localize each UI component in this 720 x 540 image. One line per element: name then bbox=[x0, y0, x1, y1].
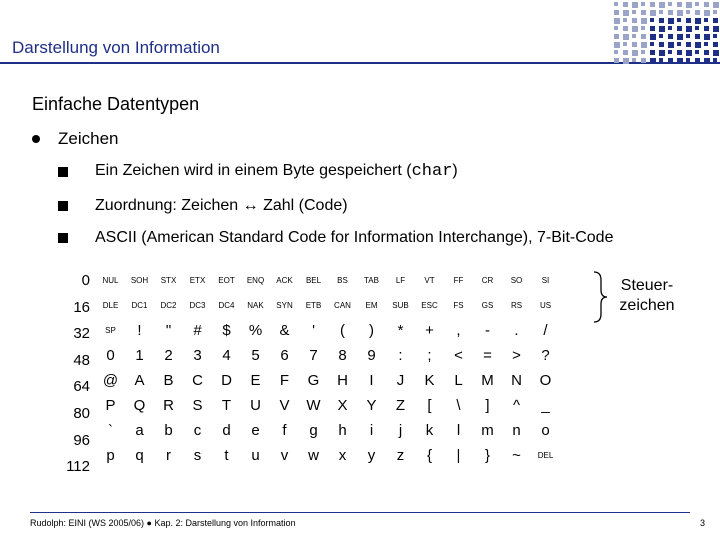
bullet-square-icon bbox=[58, 233, 68, 243]
logo-square bbox=[677, 2, 682, 7]
ascii-cell: < bbox=[454, 347, 463, 364]
control-chars-note-line2: zeichen bbox=[619, 297, 675, 314]
ascii-cell: l bbox=[456, 422, 461, 439]
sub-bullet-ascii bbox=[58, 229, 613, 247]
ascii-cell: O bbox=[539, 372, 552, 389]
logo-square bbox=[704, 26, 709, 31]
ascii-row bbox=[96, 268, 560, 293]
ascii-cell: ; bbox=[427, 347, 432, 364]
sub-bullet-text: ASCII (American Standard Code for Information Interchange), 7-Bit-Code bbox=[95, 229, 614, 246]
ascii-cell: Z bbox=[395, 397, 406, 414]
ascii-row-labels bbox=[50, 268, 90, 481]
logo-square bbox=[686, 10, 690, 14]
logo-square bbox=[695, 58, 700, 63]
logo-square bbox=[632, 10, 636, 14]
ascii-cell: { bbox=[426, 447, 432, 464]
logo-square bbox=[614, 26, 618, 30]
logo-square bbox=[713, 34, 717, 38]
ascii-cell: \ bbox=[456, 397, 461, 414]
ascii-cell: h bbox=[338, 422, 347, 439]
ascii-cell: a bbox=[135, 422, 144, 439]
ascii-cell: y bbox=[367, 447, 376, 464]
logo-square bbox=[704, 58, 710, 64]
ascii-cell: ' bbox=[312, 322, 315, 339]
ascii-cell: i bbox=[369, 422, 374, 439]
ascii-cell: } bbox=[484, 447, 490, 464]
ascii-cell: m bbox=[481, 422, 494, 439]
sub-bullet-text: Ein Zeichen wird in einem Byte gespeichert ( bbox=[95, 162, 412, 179]
ascii-cell: FS bbox=[453, 301, 464, 310]
logo-square bbox=[641, 42, 647, 48]
ascii-row bbox=[96, 443, 560, 468]
page-number: 3 bbox=[700, 518, 706, 528]
ascii-cell: = bbox=[483, 347, 492, 364]
ascii-cell: ] bbox=[485, 397, 490, 414]
logo-square bbox=[686, 2, 692, 8]
ascii-cell: t bbox=[224, 447, 229, 464]
logo-square bbox=[623, 10, 629, 16]
ascii-cell: Q bbox=[133, 397, 146, 414]
ascii-cell: 7 bbox=[309, 347, 318, 364]
ascii-cell: * bbox=[397, 322, 404, 339]
logo-square bbox=[668, 34, 673, 39]
logo-square bbox=[641, 10, 646, 15]
ascii-cell: L bbox=[454, 372, 463, 389]
logo-square bbox=[614, 10, 619, 15]
logo-square bbox=[686, 42, 691, 47]
bullet-square-icon bbox=[58, 201, 68, 211]
logo-square bbox=[650, 58, 656, 64]
logo-square bbox=[659, 34, 663, 38]
logo-square bbox=[686, 26, 692, 32]
ascii-cell: " bbox=[165, 322, 172, 339]
logo-square bbox=[641, 34, 646, 39]
logo-square bbox=[623, 2, 628, 7]
ascii-row bbox=[96, 418, 560, 443]
logo-square bbox=[704, 34, 710, 40]
sub-bullet-byte bbox=[58, 162, 458, 181]
logo-square bbox=[686, 34, 690, 38]
footer-divider bbox=[30, 512, 690, 513]
ascii-cell: E bbox=[250, 372, 261, 389]
ascii-cell: DC2 bbox=[160, 301, 177, 310]
ascii-cell: v bbox=[280, 447, 289, 464]
logo-square bbox=[704, 2, 709, 7]
ascii-cell: f bbox=[282, 422, 287, 439]
ascii-cell: e bbox=[251, 422, 260, 439]
university-logo-icon bbox=[612, 0, 720, 66]
ascii-cell: G bbox=[307, 372, 320, 389]
ascii-cell: D bbox=[221, 372, 232, 389]
logo-square bbox=[686, 18, 691, 23]
ascii-cell: FF bbox=[453, 276, 464, 285]
logo-square bbox=[695, 18, 701, 24]
ascii-cell: ` bbox=[108, 422, 113, 439]
logo-square bbox=[632, 2, 638, 8]
logo-square bbox=[623, 18, 627, 22]
ascii-cell: + bbox=[425, 322, 434, 339]
ascii-cell: DC4 bbox=[218, 301, 235, 310]
ascii-cell: / bbox=[543, 322, 548, 339]
logo-square bbox=[632, 58, 636, 62]
ascii-cell: j bbox=[398, 422, 403, 439]
ascii-cell: x bbox=[338, 447, 347, 464]
ascii-cell: A bbox=[134, 372, 145, 389]
logo-square bbox=[632, 18, 637, 23]
ascii-cell: ETB bbox=[305, 301, 322, 310]
logo-square bbox=[623, 58, 629, 64]
ascii-cell: SUB bbox=[392, 301, 409, 310]
ascii-cell: SI bbox=[541, 276, 550, 285]
ascii-cell: STX bbox=[160, 276, 177, 285]
ascii-cell: TAB bbox=[364, 276, 379, 285]
ascii-cell: b bbox=[164, 422, 173, 439]
logo-square bbox=[668, 18, 674, 24]
ascii-cell: P bbox=[105, 397, 116, 414]
ascii-cell: S bbox=[192, 397, 203, 414]
ascii-cell: . bbox=[514, 322, 519, 339]
logo-square bbox=[650, 50, 655, 55]
logo-square bbox=[704, 18, 708, 22]
ascii-cell: 8 bbox=[338, 347, 347, 364]
logo-square bbox=[659, 42, 664, 47]
logo-square bbox=[713, 18, 718, 23]
logo-square bbox=[641, 18, 647, 24]
ascii-cell: g bbox=[309, 422, 318, 439]
slide-title: Darstellung von Information bbox=[12, 38, 220, 57]
logo-square bbox=[713, 2, 719, 8]
ascii-cell: VT bbox=[424, 276, 435, 285]
ascii-cell: ACK bbox=[276, 276, 293, 285]
logo-square bbox=[632, 34, 636, 38]
logo-square bbox=[650, 34, 656, 40]
ascii-cell: p bbox=[106, 447, 115, 464]
logo-square bbox=[623, 34, 629, 40]
logo-square bbox=[650, 2, 655, 7]
ascii-cell: 2 bbox=[164, 347, 173, 364]
ascii-cell: ) bbox=[369, 322, 374, 339]
ascii-cell: ^ bbox=[512, 397, 521, 414]
logo-square bbox=[668, 2, 672, 6]
logo-square bbox=[677, 34, 683, 40]
ascii-cell: s bbox=[193, 447, 202, 464]
logo-square bbox=[614, 34, 619, 39]
ascii-cell: CAN bbox=[334, 301, 351, 310]
logo-square bbox=[614, 2, 618, 6]
logo-square bbox=[659, 2, 665, 8]
logo-square bbox=[650, 42, 654, 46]
ascii-cell: , bbox=[456, 322, 461, 339]
logo-square bbox=[659, 18, 664, 23]
logo-square bbox=[668, 26, 672, 30]
ascii-cell: NAK bbox=[247, 301, 264, 310]
ascii-cell: SO bbox=[510, 276, 523, 285]
ascii-cell: DC1 bbox=[131, 301, 148, 310]
logo-square bbox=[668, 50, 672, 54]
ascii-cell: 5 bbox=[251, 347, 260, 364]
logo-square bbox=[659, 26, 665, 32]
ascii-row bbox=[96, 393, 560, 418]
ascii-row-label: 96 bbox=[73, 431, 90, 449]
logo-square bbox=[677, 18, 681, 22]
logo-square bbox=[614, 42, 620, 48]
ascii-cell: Y bbox=[366, 397, 377, 414]
logo-square bbox=[713, 10, 717, 14]
logo-square bbox=[704, 50, 709, 55]
logo-square bbox=[677, 10, 683, 16]
control-chars-note-line1: Steuer- bbox=[620, 277, 674, 294]
ascii-row-label: 112 bbox=[66, 458, 90, 476]
ascii-cell: ? bbox=[541, 347, 550, 364]
ascii-cell: r bbox=[166, 447, 171, 464]
ascii-cell: 9 bbox=[367, 347, 376, 364]
logo-square bbox=[632, 26, 638, 32]
ascii-row bbox=[96, 343, 560, 368]
ascii-cell: q bbox=[135, 447, 144, 464]
ascii-cell: z bbox=[396, 447, 405, 464]
ascii-cell: U bbox=[250, 397, 261, 414]
ascii-cell: $ bbox=[222, 322, 231, 339]
ascii-cell: M bbox=[481, 372, 494, 389]
ascii-cell: R bbox=[163, 397, 174, 414]
ascii-row-label: 80 bbox=[73, 404, 90, 422]
logo-square bbox=[659, 50, 665, 56]
bullet-zeichen bbox=[32, 129, 118, 149]
ascii-cell: 1 bbox=[135, 347, 144, 364]
logo-square bbox=[623, 26, 628, 31]
logo-square bbox=[623, 42, 627, 46]
ascii-cell: SP bbox=[105, 326, 116, 335]
bullet-dot-icon bbox=[32, 135, 40, 143]
ascii-row bbox=[96, 293, 560, 318]
logo-square bbox=[704, 42, 708, 46]
ascii-cell: @ bbox=[102, 372, 119, 389]
ascii-cell: N bbox=[511, 372, 522, 389]
ascii-cell: ETX bbox=[189, 276, 206, 285]
ascii-cell: DLE bbox=[102, 301, 119, 310]
ascii-cell: RS bbox=[510, 301, 523, 310]
ascii-table bbox=[96, 268, 560, 468]
ascii-cell: DEL bbox=[537, 451, 554, 460]
ascii-cell: _ bbox=[541, 397, 550, 414]
ascii-cell: V bbox=[279, 397, 290, 414]
ascii-cell: 4 bbox=[222, 347, 231, 364]
logo-square bbox=[659, 58, 663, 62]
logo-square bbox=[641, 58, 646, 63]
ascii-cell: SYN bbox=[276, 301, 293, 310]
sub-bullet-mapping bbox=[58, 197, 348, 215]
ascii-cell: LF bbox=[395, 276, 406, 285]
ascii-row-label: 64 bbox=[73, 378, 90, 396]
ascii-cell: n bbox=[512, 422, 521, 439]
ascii-cell: & bbox=[279, 322, 290, 339]
logo-square bbox=[650, 26, 655, 31]
logo-square bbox=[668, 42, 674, 48]
ascii-cell: F bbox=[279, 372, 290, 389]
ascii-cell: K bbox=[424, 372, 435, 389]
logo-square bbox=[614, 50, 618, 54]
ascii-cell: > bbox=[512, 347, 521, 364]
ascii-cell: GS bbox=[481, 301, 494, 310]
ascii-cell: o bbox=[541, 422, 550, 439]
ascii-cell: H bbox=[337, 372, 348, 389]
ascii-cell: BEL bbox=[305, 276, 322, 285]
ascii-cell: % bbox=[248, 322, 263, 339]
ascii-cell: BS bbox=[337, 276, 348, 285]
ascii-cell: NUL bbox=[102, 276, 119, 285]
ascii-cell: - bbox=[485, 322, 490, 339]
logo-square bbox=[632, 42, 637, 47]
logo-square bbox=[614, 18, 620, 24]
ascii-cell: u bbox=[251, 447, 260, 464]
logo-square bbox=[713, 58, 717, 62]
ascii-cell: w bbox=[308, 447, 319, 464]
logo-square bbox=[713, 50, 719, 56]
logo-square bbox=[695, 34, 700, 39]
logo-square bbox=[677, 42, 681, 46]
ascii-cell: ( bbox=[340, 322, 345, 339]
logo-square bbox=[695, 10, 700, 15]
ascii-cell: T bbox=[221, 397, 232, 414]
ascii-cell: ESC bbox=[421, 301, 438, 310]
ascii-cell: X bbox=[337, 397, 348, 414]
logo-square bbox=[677, 50, 682, 55]
logo-square bbox=[713, 42, 718, 47]
ascii-cell: ! bbox=[137, 322, 142, 339]
ascii-row bbox=[96, 318, 560, 343]
sub-bullet-tail: ) bbox=[452, 162, 458, 179]
logo-square bbox=[695, 42, 701, 48]
logo-square bbox=[632, 50, 638, 56]
ascii-cell: I bbox=[369, 372, 374, 389]
footer-text: Rudolph: EINI (WS 2005/06) ● Kap. 2: Darstellung von Information bbox=[30, 518, 296, 528]
ascii-cell: ~ bbox=[512, 447, 521, 464]
logo-square bbox=[668, 10, 673, 15]
ascii-cell: US bbox=[539, 301, 552, 310]
ascii-cell: DC3 bbox=[189, 301, 206, 310]
ascii-cell: # bbox=[193, 322, 202, 339]
bullet-square-icon bbox=[58, 167, 68, 177]
ascii-cell: 6 bbox=[280, 347, 289, 364]
ascii-cell: c bbox=[193, 422, 202, 439]
logo-square bbox=[650, 10, 656, 16]
ascii-cell: CR bbox=[481, 276, 494, 285]
brace-icon bbox=[591, 270, 609, 324]
ascii-cell: EOT bbox=[218, 276, 235, 285]
logo-square bbox=[650, 18, 654, 22]
ascii-cell: C bbox=[192, 372, 203, 389]
ascii-cell: W bbox=[306, 397, 321, 414]
logo-square bbox=[668, 58, 673, 63]
ascii-row-label: 0 bbox=[81, 272, 90, 289]
logo-square bbox=[641, 2, 645, 6]
ascii-cell: SOH bbox=[130, 276, 149, 285]
sub-bullet-text: Zuordnung: Zeichen ↔ Zahl (Code) bbox=[95, 197, 348, 214]
code-char: char bbox=[411, 162, 453, 181]
ascii-cell: : bbox=[398, 347, 403, 364]
control-chars-note bbox=[612, 276, 682, 316]
logo-square bbox=[677, 26, 682, 31]
ascii-cell: 3 bbox=[193, 347, 202, 364]
logo-square bbox=[641, 26, 645, 30]
logo-square bbox=[686, 50, 692, 56]
logo-square bbox=[695, 50, 699, 54]
logo-square bbox=[614, 58, 619, 63]
logo-square bbox=[713, 26, 719, 32]
ascii-cell: J bbox=[396, 372, 405, 389]
ascii-cell: EM bbox=[365, 301, 378, 310]
ascii-row-label: 32 bbox=[73, 325, 90, 343]
ascii-cell: ENQ bbox=[246, 276, 265, 285]
ascii-cell: [ bbox=[427, 397, 432, 414]
ascii-cell: 0 bbox=[106, 347, 115, 364]
logo-square bbox=[704, 10, 710, 16]
logo-square bbox=[641, 50, 645, 54]
ascii-cell: k bbox=[425, 422, 434, 439]
ascii-row-label: 16 bbox=[73, 298, 90, 316]
bullet-label: Zeichen bbox=[58, 129, 119, 148]
logo-square bbox=[695, 2, 699, 6]
ascii-cell: d bbox=[222, 422, 231, 439]
ascii-row bbox=[96, 368, 560, 393]
logo-square bbox=[695, 26, 699, 30]
ascii-row-label: 48 bbox=[73, 351, 90, 369]
logo-square bbox=[623, 50, 628, 55]
logo-square bbox=[677, 58, 683, 64]
ascii-cell: | bbox=[456, 447, 461, 464]
logo-square bbox=[686, 58, 690, 62]
section-subtitle: Einfache Datentypen bbox=[32, 94, 200, 114]
logo-square bbox=[659, 10, 663, 14]
ascii-cell: B bbox=[163, 372, 174, 389]
